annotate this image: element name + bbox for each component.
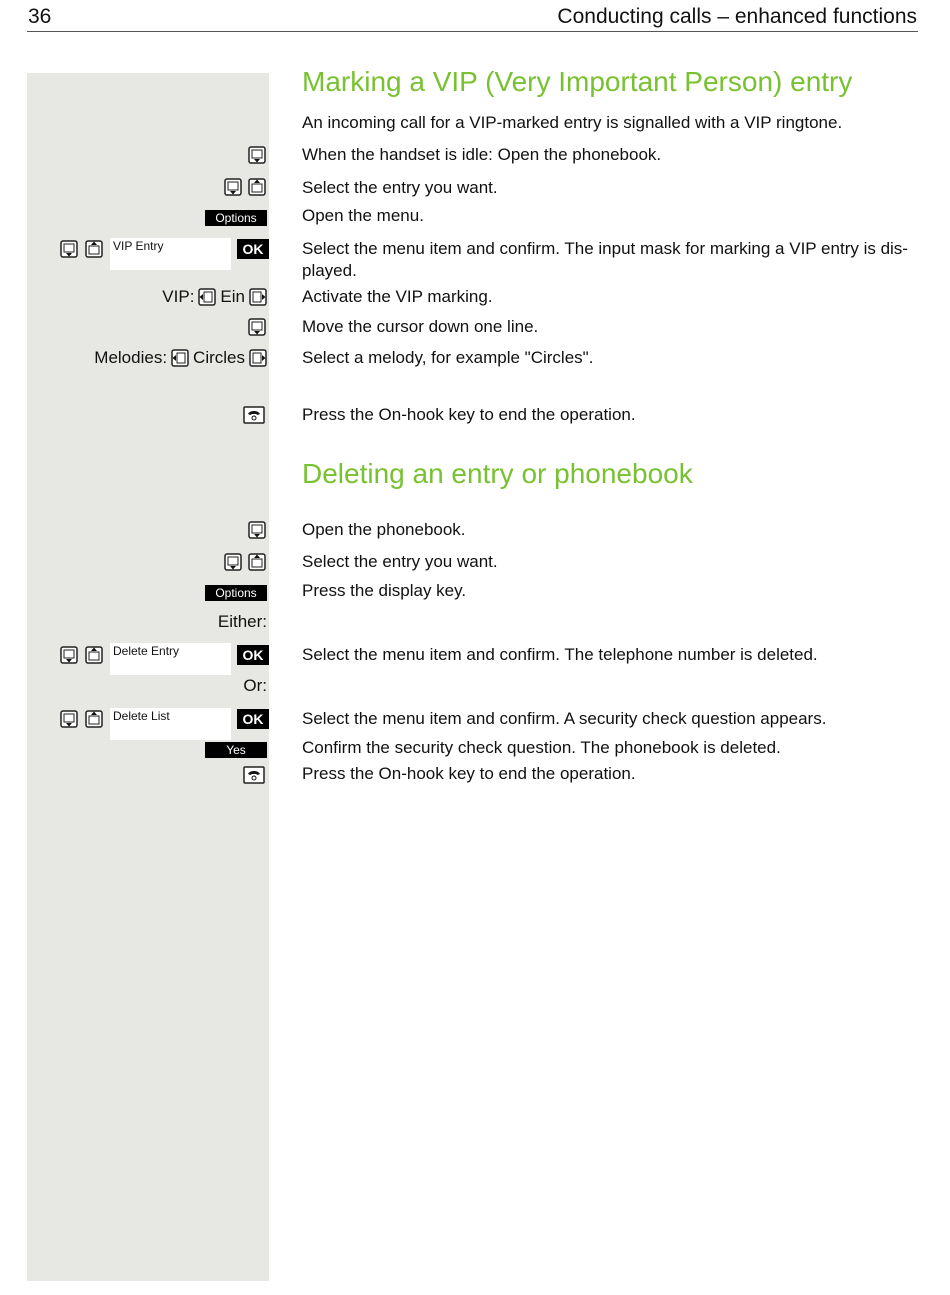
ok-softkey[interactable]: OK	[237, 645, 269, 665]
control-key-left-icon	[171, 349, 189, 367]
vip-step-7: Select a melody, for example "Circles".	[302, 348, 594, 367]
options-softkey[interactable]: Options	[205, 585, 267, 601]
control-key-up-icon	[85, 710, 103, 728]
or-label: Or:	[243, 676, 267, 695]
delete-step-4: Select the menu item and confirm. The telephone number is deleted.	[302, 645, 818, 664]
delete-step-2: Select the entry you want.	[302, 552, 498, 571]
yes-softkey[interactable]: Yes	[205, 742, 267, 758]
control-key-right-icon	[249, 349, 267, 367]
delete-step-1: Open the phonebook.	[302, 520, 466, 539]
running-title: Conducting calls – enhanced functions	[557, 5, 917, 28]
control-key-down-icon	[248, 521, 266, 539]
control-key-down-icon	[60, 646, 78, 664]
vip-step-5: Activate the VIP marking.	[302, 287, 493, 306]
control-key-left-icon	[198, 288, 216, 306]
vip-label: VIP:	[162, 287, 195, 306]
delete-step-6: Confirm the security check question. The phonebook is deleted.	[302, 738, 781, 757]
delete-step-7: Press the On-hook key to end the operation.	[302, 764, 636, 783]
vip-step-3: Open the menu.	[302, 206, 424, 225]
vip-step-1: When the handset is idle: Open the phonebook.	[302, 145, 662, 164]
either-label: Either:	[217, 612, 267, 631]
ok-softkey[interactable]: OK	[237, 709, 269, 729]
page-number: 36	[28, 5, 52, 28]
vip-step-4: Select the menu item and confirm. The input mask for marking a VIP entry is dis-played.	[302, 239, 908, 280]
control-key-down-icon	[248, 146, 266, 164]
control-key-right-icon	[249, 288, 267, 306]
control-key-down-icon	[248, 318, 266, 336]
display-menu-item-delete-entry: Delete Entry	[110, 643, 231, 675]
vip-intro: An incoming call for a VIP-marked entry is signalled with a VIP ringtone.	[302, 113, 843, 132]
vip-setting-row	[162, 286, 267, 308]
on-hook-key-icon	[243, 406, 265, 424]
control-key-down-icon	[224, 553, 242, 571]
control-key-down-icon	[60, 710, 78, 728]
control-key-up-icon	[248, 553, 266, 571]
display-menu-item: VIP Entry	[110, 238, 231, 270]
section-heading-vip: Marking a VIP (Very Important Person) entry	[302, 66, 853, 97]
control-key-up-icon	[248, 178, 266, 196]
display-menu-item-delete-list: Delete List	[110, 708, 231, 740]
vip-step-2: Select the entry you want.	[302, 178, 498, 197]
melodies-label: Melodies:	[94, 348, 168, 367]
header-rule	[27, 31, 918, 32]
delete-step-5: Select the menu item and confirm. A security check question appears.	[302, 709, 827, 728]
ok-softkey[interactable]: OK	[237, 239, 269, 259]
control-key-down-icon	[60, 240, 78, 258]
section-heading-delete: Deleting an entry or phonebook	[302, 458, 693, 489]
options-softkey[interactable]: Options	[205, 210, 267, 226]
delete-step-3: Press the display key.	[302, 581, 467, 600]
melodies-value: Circles	[193, 348, 245, 367]
vip-value: Ein	[220, 287, 245, 306]
control-key-up-icon	[85, 240, 103, 258]
vip-step-6: Move the cursor down one line.	[302, 317, 539, 336]
control-key-up-icon	[85, 646, 103, 664]
vip-step-8: Press the On-hook key to end the operation.	[302, 405, 636, 424]
melodies-setting-row	[94, 347, 267, 369]
on-hook-key-icon	[243, 766, 265, 784]
control-key-down-icon	[224, 178, 242, 196]
